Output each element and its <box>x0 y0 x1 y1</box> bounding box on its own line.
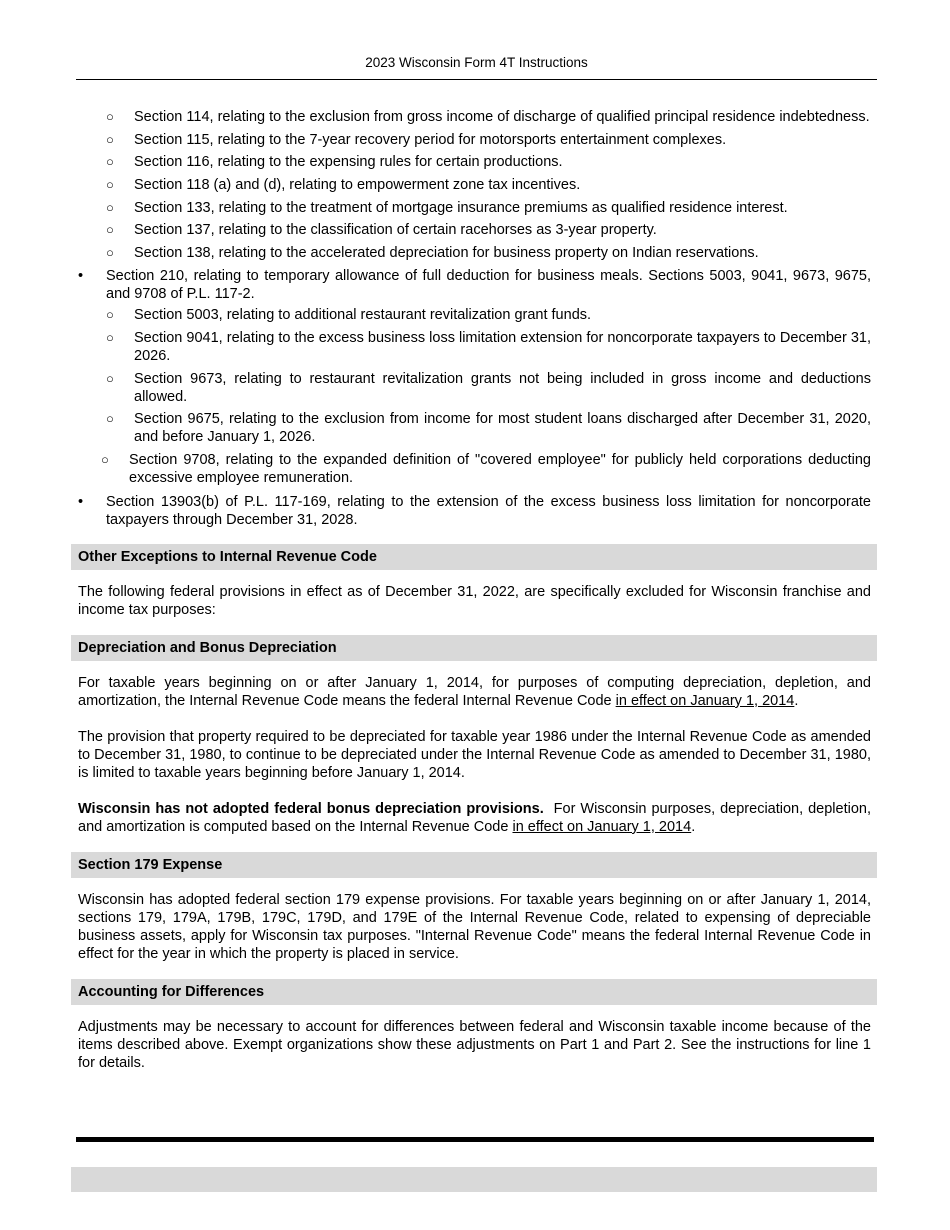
accounting-text: Adjustments may be necessary to account for differences between federal and Wisconsin taxable income because of the items described above. Exempt organizations show these adjustments on Part 1 and Part 2. See the instructions for line 1 for details. <box>78 1018 871 1071</box>
list-item: ○ Section 116, relating to the expensing rules for certain productions. <box>106 154 563 171</box>
header-divider <box>76 79 877 80</box>
section-heading-accounting: Accounting for Differences <box>71 979 877 1005</box>
sublist-2 <box>78 306 871 487</box>
circle-bullet-icon: ○ <box>106 329 114 345</box>
list-item: ○ Section 133, relating to the treatment of mortgage insurance premiums as qualified residence interest. <box>106 199 788 216</box>
circle-bullet-icon: ○ <box>106 109 114 124</box>
list-item: ○ Section 118 (a) and (d), relating to empowerment zone tax incentives. <box>106 177 581 194</box>
bullet-icon: • <box>78 268 84 285</box>
list-item: ○ Section 5003, relating to additional restaurant revitalization grant funds. <box>106 307 592 324</box>
circle-bullet-icon: ○ <box>106 370 114 386</box>
depreciation-paragraph-2: The provision that property required to be depreciated for taxable year 1986 under the Internal Revenue Code as amended to December 31, 1980, to continue to be depreciated under the Internal Revenue Code as amended to December 31, 1980, is limited to taxable years beginning before January 1, 2014. <box>78 728 871 781</box>
document-body <box>78 108 876 1072</box>
circle-bullet-icon: ○ <box>106 307 114 323</box>
section-heading-section-179: Section 179 Expense <box>71 852 877 878</box>
depreciation-paragraph-1: For taxable years beginning on or after January 1, 2014, for purposes of computing depreciation, depletion, and amortization, the Internal Revenue Code means the federal Internal Revenue Code in effect on January 1, 2014. <box>78 674 871 709</box>
circle-bullet-icon: ○ <box>106 131 114 147</box>
circle-bullet-icon: ○ <box>106 154 114 170</box>
list-item: ○ Section 9675, relating to the exclusion from income for most student loans discharged after December 31, 2020, and before January 1, 2026. <box>106 411 871 446</box>
list-item: ○ Section 137, relating to the classification of certain racehorses as 3-year property. <box>106 222 657 239</box>
depreciation-paragraph-3: Wisconsin has not adopted federal bonus depreciation provisions. For Wisconsin purposes, depreciation, depletion, and amortization is computed based on the Internal Revenue Code in effect on January 1, 2014. <box>78 800 876 835</box>
circle-bullet-icon: ○ <box>106 245 114 261</box>
list-item: ○ Section 114, relating to the exclusion from gross income of discharge of qualified principal residence indebtedness. <box>106 109 870 125</box>
circle-bullet-icon: ○ <box>101 451 109 467</box>
list-item: ○ Section 9708, relating to the expanded definition of "covered employee" for publicly held corporations deducting excessive employee remuneration. <box>101 451 871 486</box>
bullet-item-section-210: • Section 210, relating to temporary allowance of full deduction for business meals. Sections 5003, 9041, 9673, 9675, and 9708 of P.L. 117-2. <box>78 268 871 303</box>
list-item: ○ Section 9673, relating to restaurant revitalization grants not being included in gross income and deductions allowed. <box>106 370 871 405</box>
circle-bullet-icon: ○ <box>106 177 114 193</box>
footer-band <box>71 1167 877 1192</box>
list-item: ○ Section 138, relating to the accelerated depreciation for business property on Indian reservations. <box>106 245 759 262</box>
section-heading-other-exceptions: Other Exceptions to Internal Revenue Code <box>71 544 877 570</box>
other-exceptions-text: The following federal provisions in effect as of December 31, 2022, are specifically excluded for Wisconsin franchise and income tax purposes: <box>78 583 871 618</box>
page-header: 2023 Wisconsin Form 4T Instructions <box>365 55 588 70</box>
bullet-item-section-13903: • Section 13903(b) of P.L. 117-169, relating to the extension of the excess business loss limitation for noncorporate taxpayers through December 31, 2028. <box>78 493 871 528</box>
section-179-text: Wisconsin has adopted federal section 179 expense provisions. For taxable years beginning on or after January 1, 2014, sections 179, 179A, 179B, 179C, 179D, and 179E of the Internal Revenue Code, related to expensing of depreciable business assets, apply for Wisconsin tax purposes. "Internal Revenue Code" means the federal Internal Revenue Code in effect for the year in which the property is placed in service. <box>78 891 871 962</box>
circle-bullet-icon: ○ <box>106 411 114 427</box>
list-item: ○ Section 9041, relating to the excess business loss limitation extension for noncorporate taxpayers to December 31, 2026. <box>106 329 871 364</box>
section-heading-depreciation: Depreciation and Bonus Depreciation <box>71 635 877 661</box>
list-item: ○ Section 115, relating to the 7-year recovery period for motorsports entertainment complexes. <box>106 131 727 148</box>
circle-bullet-icon: ○ <box>106 222 114 238</box>
sublist-1 <box>78 108 871 262</box>
bottom-divider <box>76 1137 874 1142</box>
circle-bullet-icon: ○ <box>106 199 114 215</box>
bullet-icon: • <box>78 493 84 510</box>
